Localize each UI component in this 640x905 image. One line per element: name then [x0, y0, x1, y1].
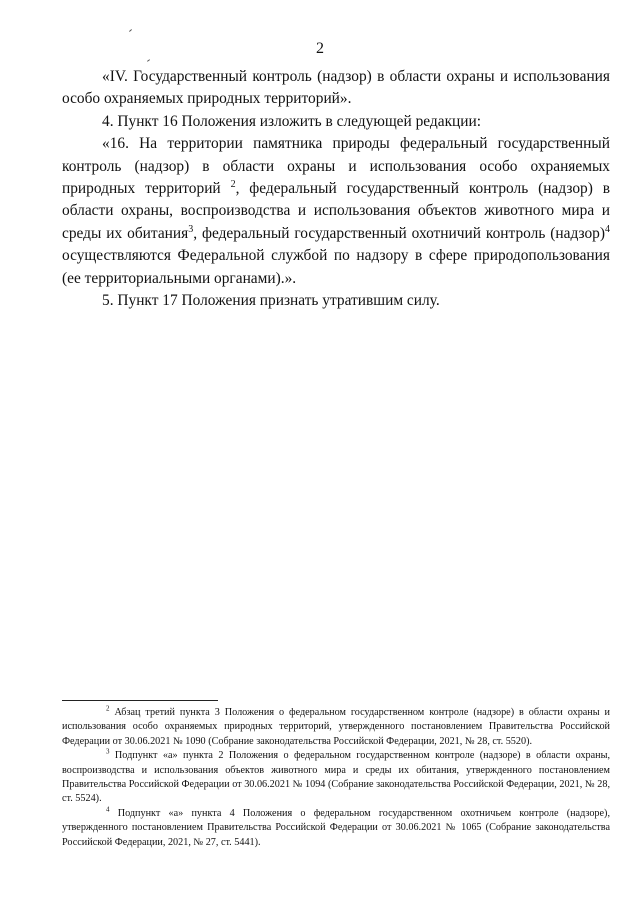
scan-speck — [147, 59, 150, 62]
footnote-ref-2: 2 — [230, 178, 236, 190]
footnote-mark: 3 — [106, 747, 110, 756]
footnote-mark: 4 — [106, 805, 110, 814]
point-16-part-4: осуществляются Федеральной службой по надзору в сфере природопользования (ее территориальными органами).». — [62, 247, 610, 287]
footnote-3 — [62, 749, 610, 807]
footnote-separator — [62, 700, 218, 701]
page-number: 2 — [316, 40, 324, 57]
section-heading-paragraph: «IV. Государственный контроль (надзор) в области охраны и использования особо охраняемых природных территорий». — [62, 68, 610, 108]
point-16-part-2: , федеральный государственный контроль (надзор) в области охраны, воспроизводства и использования объектов животного мира и среды их обитания — [62, 180, 610, 242]
point-16-part-1: «16. На территории памятника природы федеральный государственный контроль (надзор) в области охраны и использования особо охраняемых природных территорий — [62, 135, 610, 198]
point-17-paragraph: 5. Пункт 17 Положения признать утратившим силу. — [102, 292, 440, 310]
footnote-text: Подпункт «а» пункта 2 Положения о федеральном государственном контроле (надзоре) в области охраны, воспроизводства и использования объектов животного мира и среды их обитания, утвержденного постановлением Правительства Российской Федерации от 30.06.2021 № 1094 (Собрание законодательства Российской Федерации, 2021, № 28, ст. 5524). — [62, 750, 610, 805]
footnote-4 — [62, 807, 610, 850]
footnote-mark: 2 — [106, 704, 110, 713]
footnote-2 — [62, 706, 610, 749]
footnotes — [62, 706, 610, 850]
amendment-intro-paragraph: 4. Пункт 16 Положения изложить в следующей редакции: — [102, 112, 482, 130]
footnote-text: Подпункт «а» пункта 4 Положения о федеральном государственном охотничьем контроле (надзоре), утвержденного постановлением Правительства Российской Федерации от 30.06.2021 № 1065 (Собрание законодательства Российской Федерации, 2021, № 27, ст. 5441). — [62, 807, 610, 848]
footnote-text: Абзац третий пункта 3 Положения о федеральном государственном контроле (надзоре) в области охраны и использования особо охраняемых природных территорий, утвержденного постановлением Правительства Российской Федерации от 30.06.2021 № 1090 (Собрание законодательства Российской Федерации, 2021, № 28, ст. 5520). — [62, 707, 610, 747]
scan-speck — [129, 29, 132, 32]
point-16-part-3: , федеральный государственный охотничий контроль (надзор) — [193, 224, 605, 242]
body-text — [62, 66, 610, 312]
point-16-text — [62, 133, 610, 290]
footnote-ref-4: 4 — [605, 223, 610, 235]
footnote-ref-3: 3 — [188, 223, 194, 235]
